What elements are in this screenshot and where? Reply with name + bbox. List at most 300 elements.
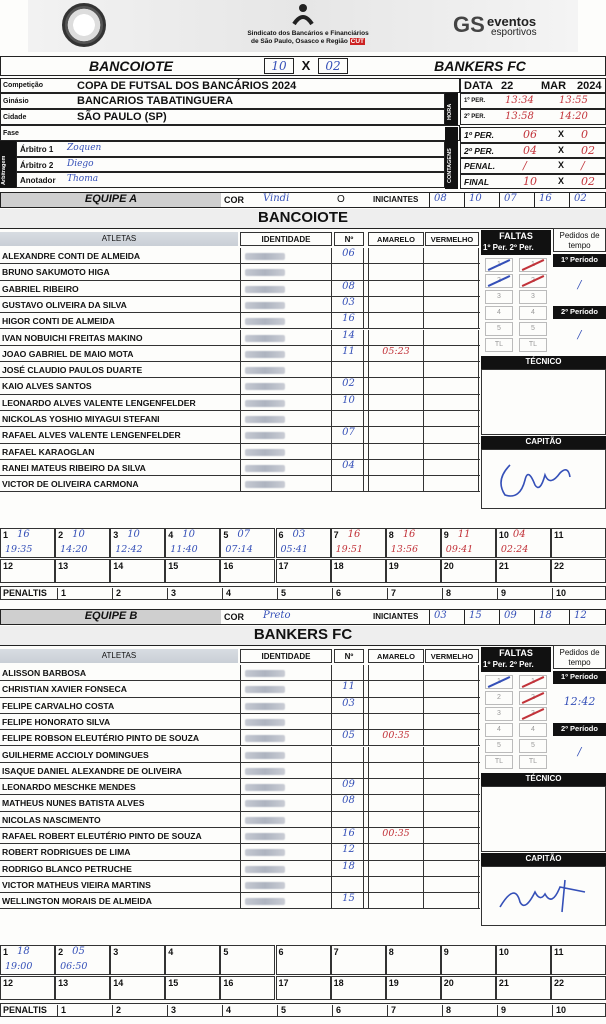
player-name: FELIPE ROBSON ELEUTÉRIO PINTO DE SOUZA bbox=[2, 733, 200, 744]
player-row bbox=[0, 681, 480, 697]
player-number: 16 bbox=[334, 828, 364, 843]
player-row bbox=[0, 476, 480, 492]
red-card-cell bbox=[425, 893, 479, 908]
cor-label: COR bbox=[224, 612, 244, 622]
athletes-header bbox=[0, 649, 480, 663]
goal-index: 2 bbox=[58, 530, 64, 540]
goal-cell-row2 bbox=[331, 559, 386, 583]
yellow-card-time bbox=[368, 476, 424, 491]
club-logo bbox=[62, 3, 106, 47]
goal-cell-row2 bbox=[110, 976, 165, 1000]
identidade-header: IDENTIDADE bbox=[240, 232, 332, 246]
goal-cell-row2 bbox=[55, 976, 110, 1000]
goal-index: 10 bbox=[498, 947, 509, 957]
gs-brand: GS bbox=[453, 12, 485, 37]
player-number: 14 bbox=[334, 330, 364, 345]
atletas-header: ATLETAS bbox=[0, 232, 238, 246]
identity-blurred bbox=[245, 253, 285, 260]
falta-p2-box: TL bbox=[519, 338, 547, 352]
iniciante-number: 09 bbox=[499, 610, 517, 624]
player-row bbox=[0, 362, 480, 378]
red-card-cell bbox=[425, 313, 479, 328]
falta-p1-box: 4 bbox=[485, 723, 513, 737]
yellow-card-time: 00:35 bbox=[368, 730, 424, 745]
red-card-cell bbox=[425, 828, 479, 843]
penalti-index: 1 bbox=[57, 1005, 66, 1017]
pedidos-header: Pedidos de tempo bbox=[553, 645, 606, 669]
identity-cell bbox=[240, 248, 332, 263]
yellow-card-time bbox=[368, 779, 424, 794]
org-name-1: Sindicato dos Bancários e Financiários bbox=[247, 30, 369, 37]
competicao-label: Competição bbox=[3, 82, 44, 89]
player-number bbox=[334, 714, 364, 729]
goal-index: 2 bbox=[58, 947, 64, 957]
goal-cell-row2 bbox=[386, 559, 441, 583]
goal-cell-row2 bbox=[276, 559, 331, 583]
goal-cell-row2 bbox=[441, 976, 496, 1000]
player-row bbox=[0, 763, 480, 779]
per1-label: 1º PER. bbox=[464, 98, 486, 104]
penalti-index: 5 bbox=[277, 588, 286, 600]
red-card-cell bbox=[425, 460, 479, 475]
goal-index: 10 bbox=[498, 530, 509, 540]
tecnico-signature-box bbox=[481, 369, 606, 435]
ginasio-value: BANCARIOS TABATINGUERA bbox=[77, 95, 234, 107]
identity-cell bbox=[240, 281, 332, 296]
penalti-index: 9 bbox=[497, 1005, 506, 1017]
iniciante-number: 15 bbox=[464, 610, 482, 624]
player-name: ALEXANDRE CONTI DE ALMEIDA bbox=[2, 251, 141, 261]
player-row bbox=[0, 665, 480, 681]
identity-cell bbox=[240, 411, 332, 426]
player-number bbox=[334, 476, 364, 491]
goal-cell-row2 bbox=[386, 976, 441, 1000]
identity-cell bbox=[240, 476, 332, 491]
tecnico-label: TÉCNICO bbox=[481, 356, 606, 369]
player-row bbox=[0, 248, 480, 264]
identity-blurred bbox=[245, 849, 285, 856]
goal-time: 05:41 bbox=[280, 544, 308, 555]
player-number: 11 bbox=[334, 346, 364, 361]
goal-index: 3 bbox=[113, 947, 119, 957]
red-card-cell bbox=[425, 395, 479, 410]
arbitragem-label: Arbitragem bbox=[1, 155, 7, 185]
player-row bbox=[0, 795, 480, 811]
penaltis-row bbox=[0, 586, 606, 600]
cidade-value: SÃO PAULO (SP) bbox=[77, 111, 167, 123]
team-a-name: BANCOIOTE bbox=[89, 58, 173, 74]
score-row-b: 02 bbox=[581, 174, 595, 188]
union-logo-icon bbox=[290, 2, 316, 28]
player-row bbox=[0, 812, 480, 828]
player-name: GUSTAVO OLIVEIRA DA SILVA bbox=[2, 299, 127, 310]
penalti-index: 2 bbox=[112, 1005, 121, 1017]
goal-index: 1 bbox=[3, 947, 9, 957]
per1-end: 13:55 bbox=[559, 95, 588, 106]
identity-blurred bbox=[245, 752, 285, 759]
pedidos-header: Pedidos de tempo bbox=[553, 228, 606, 252]
red-card-cell bbox=[425, 264, 479, 279]
red-card-cell bbox=[425, 795, 479, 810]
yellow-card-time bbox=[368, 714, 424, 729]
player-number bbox=[334, 763, 364, 778]
player-name: HIGOR CONTI DE ALMEIDA bbox=[2, 316, 115, 327]
score-row-label: 2º PER. bbox=[464, 145, 495, 156]
player-number bbox=[334, 665, 364, 680]
data-label: DATA bbox=[464, 80, 493, 92]
yellow-card-time bbox=[368, 411, 424, 426]
yellow-card-time bbox=[368, 681, 424, 696]
player-row bbox=[0, 395, 480, 411]
periodo1-label: 1º Período bbox=[553, 254, 606, 267]
player-row bbox=[0, 861, 480, 877]
date-month: MAR bbox=[541, 80, 567, 92]
player-number: 06 bbox=[334, 248, 364, 263]
goal-player: 10 bbox=[127, 529, 140, 540]
falta-p2-box: 5 bbox=[519, 322, 547, 336]
goal-index: 20 bbox=[443, 561, 454, 571]
faltas-per-header: 1º Per. 2º Per. bbox=[481, 243, 551, 255]
identity-cell bbox=[240, 665, 332, 680]
player-name: FELIPE HONORATO SILVA bbox=[2, 716, 111, 727]
player-number: 18 bbox=[334, 861, 364, 876]
red-card-cell bbox=[425, 427, 479, 442]
falta-p2-box: 4 bbox=[519, 306, 547, 320]
identity-blurred bbox=[245, 898, 285, 905]
penaltis-label: PENALTIS bbox=[3, 588, 47, 598]
goal-cell bbox=[386, 528, 441, 558]
goal-time: 07:14 bbox=[225, 544, 253, 555]
player-row bbox=[0, 828, 480, 844]
red-card-cell bbox=[425, 665, 479, 680]
identity-blurred bbox=[245, 768, 285, 775]
player-name: KAIO ALVES SANTOS bbox=[2, 381, 92, 392]
pedido-p2-value: / bbox=[577, 328, 582, 341]
player-row bbox=[0, 444, 480, 460]
goal-cell bbox=[0, 528, 55, 558]
player-name: LEONARDO MESCHKE MENDES bbox=[2, 782, 136, 793]
red-card-cell bbox=[425, 877, 479, 892]
capitao-signature-box bbox=[481, 449, 606, 509]
player-number: 12 bbox=[334, 844, 364, 859]
periodo2-label: 2º Período bbox=[553, 723, 606, 736]
penalti-index: 3 bbox=[167, 588, 176, 600]
iniciante-number: 03 bbox=[429, 610, 447, 624]
player-number: 08 bbox=[334, 281, 364, 296]
per2-start: 13:58 bbox=[505, 111, 534, 122]
vermelho-header: VERMELHO bbox=[425, 649, 479, 663]
identity-blurred bbox=[245, 432, 285, 439]
red-card-cell bbox=[425, 248, 479, 263]
yellow-card-time bbox=[368, 877, 424, 892]
identity-blurred bbox=[245, 351, 285, 358]
falta-p1-box: 5 bbox=[485, 322, 513, 336]
falta-p2-box: TL bbox=[519, 755, 547, 769]
player-name: RODRIGO BLANCO PETRUCHE bbox=[2, 863, 132, 874]
falta-p2-box: 4 bbox=[519, 723, 547, 737]
yellow-card-time bbox=[368, 460, 424, 475]
score-breakdown bbox=[460, 127, 606, 189]
red-card-cell bbox=[425, 330, 479, 345]
goal-index: 18 bbox=[333, 561, 344, 571]
goal-index: 9 bbox=[443, 530, 449, 540]
red-card-cell bbox=[425, 281, 479, 296]
goal-time: 13:56 bbox=[390, 544, 419, 555]
identity-blurred bbox=[245, 817, 285, 824]
player-name: JOAO GABRIEL DE MAIO MOTA bbox=[2, 348, 134, 359]
cor-label: COR bbox=[224, 195, 244, 205]
identity-cell bbox=[240, 779, 332, 794]
red-card-cell bbox=[425, 730, 479, 745]
capitao-signature-box bbox=[481, 866, 606, 926]
identity-blurred bbox=[245, 784, 285, 791]
goal-index: 19 bbox=[388, 561, 399, 571]
goal-cell bbox=[551, 528, 606, 558]
goal-index: 9 bbox=[443, 947, 449, 957]
player-name: GABRIEL RIBEIRO bbox=[2, 283, 79, 294]
player-number: 03 bbox=[334, 698, 364, 713]
identity-blurred bbox=[245, 703, 285, 710]
goal-index: 7 bbox=[333, 530, 339, 540]
identity-blurred bbox=[245, 335, 285, 342]
player-name: VICTOR DE OLIVEIRA CARMONA bbox=[2, 479, 139, 490]
goal-time: 14:20 bbox=[60, 544, 88, 555]
goal-index: 18 bbox=[333, 978, 344, 988]
goal-cell bbox=[276, 528, 331, 558]
contagens-label: CONTAGENS bbox=[447, 148, 453, 183]
arbitro2-label: Árbitro 2 bbox=[20, 161, 54, 170]
tecnico-label: TÉCNICO bbox=[481, 773, 606, 786]
identity-cell bbox=[240, 828, 332, 843]
yellow-card-time bbox=[368, 427, 424, 442]
numero-header: Nº bbox=[334, 232, 364, 246]
identity-blurred bbox=[245, 383, 285, 390]
goal-player: 03 bbox=[292, 529, 306, 540]
player-name: JOSÉ CLAUDIO PAULOS DUARTE bbox=[2, 365, 143, 376]
yellow-card-time bbox=[368, 812, 424, 827]
goal-cell bbox=[0, 945, 55, 975]
red-card-cell bbox=[425, 779, 479, 794]
identity-blurred bbox=[245, 449, 285, 456]
goal-cell bbox=[551, 945, 606, 975]
identity-blurred bbox=[245, 481, 285, 488]
date-day: 22 bbox=[501, 80, 514, 92]
player-name: GUILHERME ACCIOLY DOMINGUES bbox=[2, 749, 149, 760]
goal-player: 05 bbox=[72, 946, 85, 957]
identity-cell bbox=[240, 264, 332, 279]
penalti-index: 4 bbox=[222, 588, 231, 600]
identity-blurred bbox=[245, 833, 285, 840]
goal-index: 4 bbox=[168, 947, 174, 957]
captain-signature bbox=[490, 872, 600, 922]
per2-end: 14:20 bbox=[559, 111, 588, 122]
faltas-per-header: 1º Per. 2º Per. bbox=[481, 660, 551, 672]
identity-cell bbox=[240, 427, 332, 442]
player-number: 07 bbox=[334, 427, 364, 442]
yellow-card-time bbox=[368, 444, 424, 459]
player-row bbox=[0, 698, 480, 714]
competicao-value: COPA DE FUTSAL DOS BANCÁRIOS 2024 bbox=[77, 80, 297, 92]
score-row-x: X bbox=[558, 129, 565, 139]
score-row-a: / bbox=[523, 159, 527, 172]
goal-cell bbox=[110, 528, 165, 558]
date-year: 2024 bbox=[577, 80, 602, 92]
player-number: 05 bbox=[334, 730, 364, 745]
score-row-x: X bbox=[558, 160, 565, 170]
goal-index: 17 bbox=[278, 561, 289, 571]
yellow-card-time bbox=[368, 665, 424, 680]
team-b-section bbox=[0, 609, 606, 1024]
goal-index: 14 bbox=[113, 978, 124, 988]
team-title: BANCOIOTE bbox=[0, 209, 606, 229]
player-name: RAFAEL ROBERT ELEUTÉRIO PINTO DE SOUZA bbox=[2, 831, 202, 841]
goal-index: 12 bbox=[3, 978, 14, 988]
identity-blurred bbox=[245, 302, 285, 309]
goal-time: 19:51 bbox=[335, 544, 363, 555]
goal-cell bbox=[496, 945, 551, 975]
goal-player: 16 bbox=[402, 529, 416, 540]
player-name: RAFAEL ALVES VALENTE LENGENFELDER bbox=[2, 430, 181, 441]
identity-cell bbox=[240, 795, 332, 810]
player-number bbox=[334, 812, 364, 827]
score-header bbox=[0, 56, 606, 76]
goal-cell bbox=[331, 528, 386, 558]
player-name: BRUNO SAKUMOTO HIGA bbox=[2, 267, 110, 278]
score-row bbox=[460, 158, 606, 174]
yellow-card-time: 05:23 bbox=[368, 346, 424, 361]
score-row-label: 1º PER. bbox=[464, 130, 495, 140]
score-row bbox=[460, 174, 606, 190]
goal-time: 11:40 bbox=[170, 544, 198, 555]
yellow-card-time bbox=[368, 297, 424, 312]
penalti-index: 4 bbox=[222, 1005, 231, 1017]
ginasio-label: Ginásio bbox=[3, 98, 29, 105]
yellow-card-time bbox=[368, 698, 424, 713]
player-number: 15 bbox=[334, 893, 364, 908]
goal-index: 21 bbox=[498, 561, 509, 571]
goal-index: 7 bbox=[333, 947, 339, 957]
identity-cell bbox=[240, 714, 332, 729]
goal-cell-row2 bbox=[276, 976, 331, 1000]
identity-cell bbox=[240, 698, 332, 713]
athletes-header bbox=[0, 232, 480, 246]
identity-blurred bbox=[245, 318, 285, 325]
identity-blurred bbox=[245, 286, 285, 293]
player-number bbox=[334, 444, 364, 459]
hora-label: HORA bbox=[447, 103, 453, 120]
faltas-header: FALTAS bbox=[481, 647, 551, 660]
org-cut-badge: CUT bbox=[350, 37, 364, 45]
goal-time: 19:35 bbox=[5, 544, 33, 555]
header-banner bbox=[28, 0, 578, 52]
yellow-card-time bbox=[368, 248, 424, 263]
player-row bbox=[0, 264, 480, 280]
equipe-label: EQUIPE B bbox=[1, 610, 221, 624]
arbitro1-label: Árbitro 1 bbox=[20, 145, 54, 154]
numero-header: Nº bbox=[334, 649, 364, 663]
score-row-b: / bbox=[581, 159, 585, 172]
player-row bbox=[0, 877, 480, 893]
cor-value: Vindi bbox=[263, 193, 290, 204]
pedido-p1-value: / bbox=[577, 278, 582, 291]
atletas-header: ATLETAS bbox=[0, 649, 238, 663]
equipe-bar bbox=[0, 192, 606, 208]
player-number: 16 bbox=[334, 313, 364, 328]
goal-player: 07 bbox=[237, 529, 251, 540]
cor-value: Preto bbox=[263, 610, 291, 621]
identity-cell bbox=[240, 395, 332, 410]
red-card-cell bbox=[425, 362, 479, 377]
goal-index: 16 bbox=[223, 978, 234, 988]
player-number bbox=[334, 747, 364, 762]
penalti-index: 6 bbox=[332, 588, 341, 600]
falta-p1-box: 3 bbox=[485, 707, 513, 721]
identity-cell bbox=[240, 747, 332, 762]
red-card-cell bbox=[425, 378, 479, 393]
anotador-value: Thoma bbox=[67, 174, 99, 184]
fase-label: Fase bbox=[3, 130, 19, 137]
identity-blurred bbox=[245, 866, 285, 873]
goal-cell-row2 bbox=[551, 559, 606, 583]
goal-index: 3 bbox=[113, 530, 119, 540]
red-card-cell bbox=[425, 411, 479, 426]
red-card-cell bbox=[425, 681, 479, 696]
player-name: ISAQUE DANIEL ALEXANDRE DE OLIVEIRA bbox=[2, 765, 183, 776]
identity-blurred bbox=[245, 686, 285, 693]
falta-p1-box: 4 bbox=[485, 306, 513, 320]
org-name-2: de São Paulo, Osasco e Região bbox=[251, 37, 348, 45]
red-card-cell bbox=[425, 861, 479, 876]
player-row bbox=[0, 427, 480, 443]
goal-player: 11 bbox=[457, 529, 471, 540]
score-row-x: X bbox=[558, 175, 565, 186]
goal-cell bbox=[220, 528, 275, 558]
goal-index: 15 bbox=[168, 561, 179, 571]
player-row bbox=[0, 330, 480, 346]
score-row bbox=[460, 127, 606, 143]
falta-p2-box: 3 bbox=[519, 290, 547, 304]
identity-cell bbox=[240, 460, 332, 475]
goal-time: 12:42 bbox=[115, 544, 143, 555]
identity-blurred bbox=[245, 719, 285, 726]
penalti-index: 7 bbox=[387, 1005, 396, 1017]
identity-blurred bbox=[245, 400, 285, 407]
goal-index: 15 bbox=[168, 978, 179, 988]
pedido-p2-value: / bbox=[577, 745, 582, 758]
goal-index: 6 bbox=[278, 947, 284, 957]
falta-p1-box: 3 bbox=[485, 290, 513, 304]
identity-cell bbox=[240, 297, 332, 312]
identity-cell bbox=[240, 844, 332, 859]
penalti-index: 10 bbox=[552, 588, 566, 600]
penalti-index: 8 bbox=[442, 588, 451, 600]
goal-player: 10 bbox=[72, 529, 85, 540]
yellow-card-time bbox=[368, 763, 424, 778]
penalti-index: 1 bbox=[57, 588, 66, 600]
goal-cell bbox=[496, 528, 551, 558]
score-row-x: X bbox=[558, 144, 565, 155]
per1-start: 13:34 bbox=[505, 95, 534, 106]
player-name: ALISSON BARBOSA bbox=[2, 668, 87, 678]
identity-blurred bbox=[245, 735, 285, 742]
penalti-index: 2 bbox=[112, 588, 121, 600]
player-number: 03 bbox=[334, 297, 364, 312]
player-name: RAFAEL KARAOGLAN bbox=[2, 446, 95, 457]
score-b: 02 bbox=[318, 58, 348, 74]
score-row bbox=[460, 143, 606, 159]
player-name: FELIPE CARVALHO COSTA bbox=[2, 700, 115, 711]
goal-player: 18 bbox=[17, 946, 30, 957]
